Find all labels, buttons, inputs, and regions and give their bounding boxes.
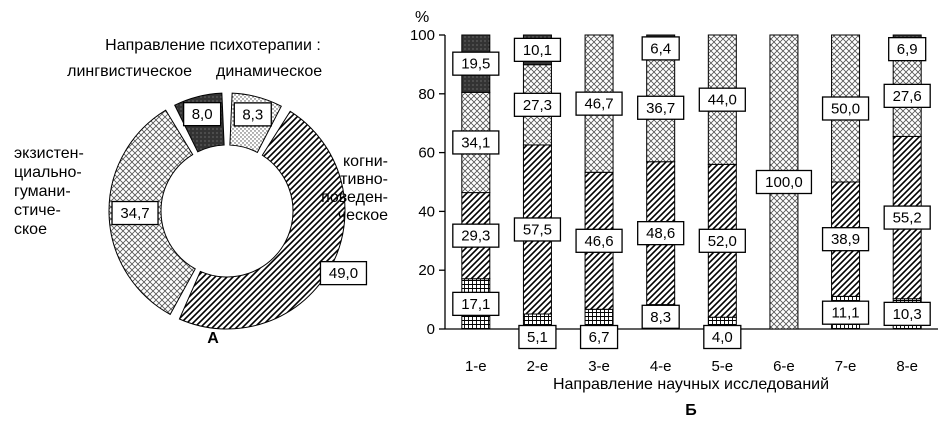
slice-value-linguistic	[184, 103, 221, 126]
bar-value-box	[576, 92, 622, 115]
value-label: 11,1	[831, 304, 860, 322]
y-axis-label: %	[415, 9, 430, 26]
y-tick-label: 100	[409, 27, 435, 44]
value-label: 8,0	[191, 106, 213, 124]
value-label: 10,1	[522, 41, 553, 59]
value-label: 6,7	[588, 329, 610, 346]
y-tick-label: 0	[426, 321, 435, 338]
value-label: 17,1	[461, 295, 491, 313]
slice-name-dynamic	[216, 63, 322, 80]
value-label: 50,0	[830, 100, 861, 118]
value-label: 19,5	[461, 55, 491, 73]
value-label: 29,3	[461, 227, 491, 245]
value-label: 6,9	[896, 41, 918, 59]
value-label: 4,0	[711, 329, 733, 346]
bar-column-2	[514, 35, 560, 349]
value-label: 34,1	[461, 134, 491, 152]
slice-name-line: ческое	[337, 207, 388, 224]
slice-name-line: лингвистическое	[67, 63, 192, 80]
bar-value-box	[576, 229, 622, 252]
slice-name-line: стиче-	[14, 202, 61, 219]
bar-column-6	[756, 35, 811, 329]
y-tick-label: 80	[418, 85, 435, 103]
slice-name-line: экзистен-	[14, 145, 84, 162]
value-label: 36,7	[646, 99, 676, 117]
panel-b-caption: Б	[685, 402, 697, 419]
x-tick-label: 3-е	[588, 358, 610, 375]
value-label: 8,3	[242, 106, 264, 124]
value-label: 55,2	[892, 209, 922, 227]
slice-name-line: поведен-	[321, 189, 388, 206]
bar-value-box	[823, 301, 869, 324]
panel-a-caption: А	[207, 330, 219, 347]
donut-slices	[109, 93, 366, 329]
bar-value-box	[884, 84, 930, 107]
bar-column-3	[576, 35, 622, 349]
x-tick-label: 8-е	[896, 358, 919, 375]
research-stacked-bar-chart	[410, 9, 938, 419]
bar-value-box	[514, 93, 560, 116]
bar-value-box	[638, 222, 684, 245]
x-tick-label: 6-е	[773, 358, 795, 375]
slice-name-existential	[14, 145, 84, 238]
x-tick-label: 4-е	[649, 358, 672, 375]
x-axis-ticks	[465, 358, 918, 375]
slice-name-line: тивно-	[340, 171, 388, 188]
bar-value-box	[699, 88, 745, 111]
value-label: 27,6	[892, 87, 922, 105]
x-tick-label: 5-е	[711, 358, 734, 375]
bar-value-box	[453, 292, 499, 315]
bar-column-4	[638, 35, 684, 329]
bar-column-1	[453, 35, 499, 329]
bar-value-box	[642, 305, 679, 328]
bar-value-box	[884, 302, 930, 325]
x-tick-label: 7-е	[834, 358, 857, 375]
x-tick-label: 1-е	[464, 358, 487, 375]
bar-value-box	[823, 97, 869, 120]
bar-value-box	[581, 326, 618, 349]
slice-name-line: ское	[14, 221, 47, 238]
y-tick-label: 20	[418, 262, 435, 280]
bar-value-box	[638, 96, 684, 119]
value-label: 5,1	[527, 329, 548, 346]
bar-column-8	[884, 35, 930, 329]
bar-value-box	[756, 171, 811, 194]
value-label: 34,7	[120, 205, 150, 223]
value-label: 52,0	[707, 232, 737, 250]
bar-groups	[453, 35, 930, 349]
x-tick-label: 2-е	[526, 358, 549, 375]
y-tick-label: 60	[418, 144, 435, 162]
bar-column-7	[823, 35, 869, 329]
bar-value-box	[514, 218, 560, 241]
value-label: 8,3	[650, 308, 672, 326]
slice-name-line: циально-	[14, 164, 82, 181]
x-axis-label: Направление научных исследований	[552, 376, 830, 393]
y-tick-label: 40	[418, 203, 435, 221]
value-label: 6,4	[650, 40, 672, 58]
psychotherapy-donut-chart	[14, 37, 388, 347]
slice-value-existential	[112, 202, 158, 225]
bar-value-box	[823, 228, 869, 251]
value-label: 57,5	[522, 221, 553, 239]
bar-value-box	[704, 326, 741, 349]
value-label: 38,9	[830, 231, 861, 249]
value-label: 10,3	[892, 305, 922, 323]
bar-value-box	[514, 38, 560, 61]
bar-value-box	[519, 326, 556, 349]
slice-name-linguistic	[67, 63, 192, 80]
value-label: 48,6	[646, 225, 676, 243]
value-label: 46,6	[584, 232, 614, 250]
slice-name-line: гумани-	[14, 183, 71, 200]
bar-value-box	[889, 38, 926, 61]
bar-value-box	[642, 37, 679, 60]
slice-value-dynamic	[234, 103, 271, 126]
bar-value-box	[884, 206, 930, 229]
slice-name-line: когни-	[342, 153, 388, 170]
bar-value-box	[453, 52, 499, 75]
value-label: 46,7	[584, 95, 614, 113]
donut-title: Направление психотерапии :	[105, 37, 321, 54]
bar-value-box	[453, 224, 499, 247]
value-label: 49,0	[328, 265, 359, 283]
value-label: 44,0	[707, 91, 737, 109]
value-label: 27,3	[522, 96, 553, 114]
bar-value-box	[453, 131, 499, 154]
slice-value-cbt	[320, 262, 366, 285]
slice-name-line: динамическое	[216, 63, 323, 80]
bar-value-box	[699, 229, 745, 252]
bar-column-5	[699, 35, 745, 349]
value-label: 100,0	[765, 174, 803, 191]
